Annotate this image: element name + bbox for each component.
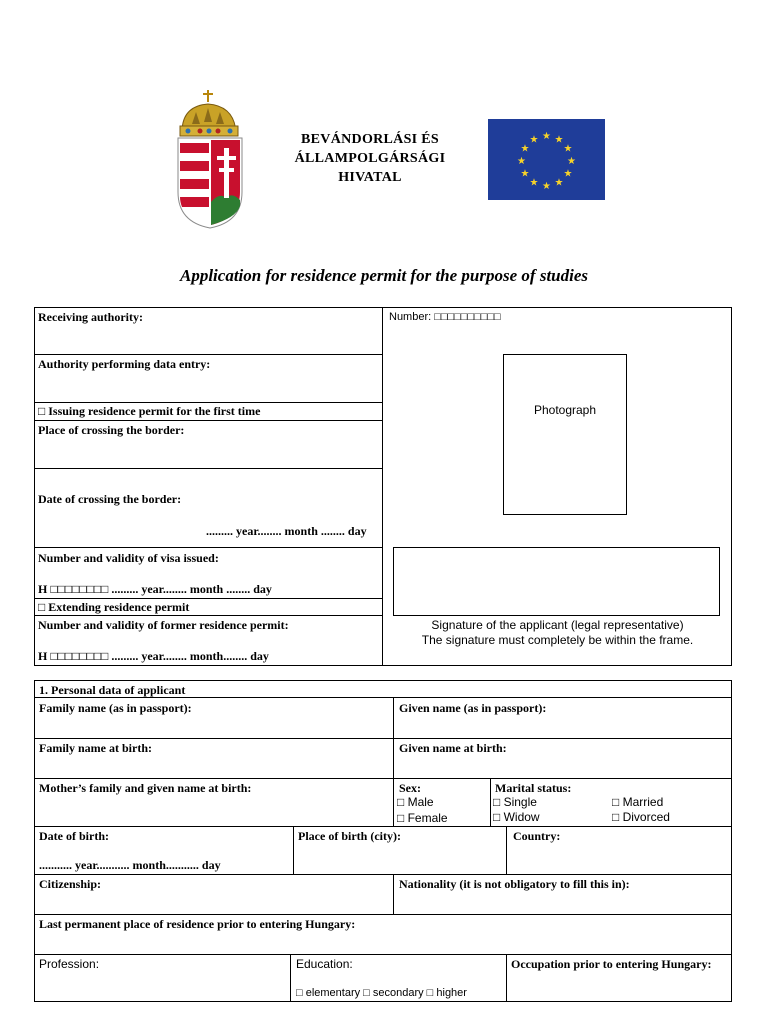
svg-text:★: ★ — [554, 177, 564, 189]
extending-permit-checkbox[interactable]: □ Extending residence permit — [38, 600, 190, 614]
dob-label: Date of birth: — [39, 829, 109, 843]
given-name-birth-label: Given name at birth: — [399, 741, 507, 755]
svg-text:★: ★ — [517, 156, 526, 167]
photograph-label: Photograph — [533, 403, 597, 417]
authority-data-entry-label: Authority performing data entry: — [38, 357, 211, 371]
coat-of-arms-icon — [172, 88, 250, 230]
former-permit-label: Number and validity of former residence permit: — [38, 618, 289, 632]
svg-text:★: ★ — [520, 168, 530, 180]
svg-text:★: ★ — [567, 156, 576, 167]
sex-label: Sex: — [399, 781, 421, 795]
svg-text:★: ★ — [529, 177, 539, 189]
svg-text:★: ★ — [542, 131, 551, 142]
svg-text:★: ★ — [542, 181, 551, 192]
mother-name-label: Mother’s family and given name at birth: — [39, 781, 252, 795]
svg-text:★: ★ — [529, 134, 539, 146]
marital-status-label: Marital status: — [495, 781, 572, 795]
signature-frame[interactable] — [393, 547, 720, 616]
photograph-frame — [503, 354, 627, 515]
place-crossing-label: Place of crossing the border: — [38, 423, 185, 437]
signature-caption-2: The signature must completely be within the frame. — [421, 633, 694, 647]
svg-text:★: ★ — [554, 134, 564, 146]
education-options[interactable]: □ elementary □ secondary □ higher — [296, 987, 467, 999]
agency-line-2: ÁLLAMPOLGÁRSÁGI — [294, 151, 446, 166]
former-permit-fill[interactable]: H □□□□□□□□ ......... year........ month........ day — [38, 649, 269, 663]
dob-fill[interactable]: ........... year........... month........... day — [39, 858, 221, 872]
agency-name — [280, 130, 460, 187]
country-label: Country: — [513, 829, 561, 843]
form-title: Application for residence permit for the purpose of studies — [180, 266, 588, 285]
marital-widow-checkbox[interactable]: □ Widow — [493, 810, 540, 824]
pob-label: Place of birth (city): — [298, 829, 401, 843]
svg-text:★: ★ — [520, 143, 530, 155]
visa-fill[interactable]: H □□□□□□□□ ......... year........ month ........ day — [38, 582, 272, 596]
marital-divorced-checkbox[interactable]: □ Divorced — [612, 810, 670, 824]
eu-flag-icon — [488, 119, 605, 200]
number-field[interactable]: Number: □□□□□□□□□□ — [389, 311, 501, 323]
last-residence-label: Last permanent place of residence prior to entering Hungary: — [39, 917, 356, 931]
receiving-authority-label: Receiving authority: — [38, 310, 143, 324]
marital-married-checkbox[interactable]: □ Married — [612, 795, 664, 809]
svg-text:★: ★ — [563, 143, 573, 155]
nationality-label: Nationality (it is not obligatory to fill this in): — [399, 877, 630, 891]
signature-caption-1: Signature of the applicant (legal representative) — [431, 618, 684, 632]
given-name-passport-label: Given name (as in passport): — [399, 701, 547, 715]
agency-line-1: BEVÁNDORLÁSI ÉS — [301, 132, 439, 147]
agency-line-3: HIVATAL — [338, 170, 402, 185]
svg-text:★: ★ — [563, 168, 573, 180]
sex-male-checkbox[interactable]: □ Male — [397, 795, 434, 809]
section-1-title: 1. Personal data of applicant — [39, 683, 186, 697]
visa-number-label: Number and validity of visa issued: — [38, 551, 219, 565]
family-name-passport-label: Family name (as in passport): — [39, 701, 192, 715]
family-name-birth-label: Family name at birth: — [39, 741, 152, 755]
marital-single-checkbox[interactable]: □ Single — [493, 795, 537, 809]
issuing-first-time-checkbox[interactable]: □ Issuing residence permit for the first time — [38, 404, 261, 418]
education-label: Education: — [296, 957, 353, 971]
profession-label: Profession: — [39, 957, 100, 971]
date-crossing-fill[interactable]: ......... year........ month ........ day — [206, 524, 367, 538]
citizenship-label: Citizenship: — [39, 877, 102, 891]
sex-female-checkbox[interactable]: □ Female — [397, 811, 448, 825]
date-crossing-label: Date of crossing the border: — [38, 492, 182, 506]
occupation-label: Occupation prior to entering Hungary: — [511, 957, 712, 971]
